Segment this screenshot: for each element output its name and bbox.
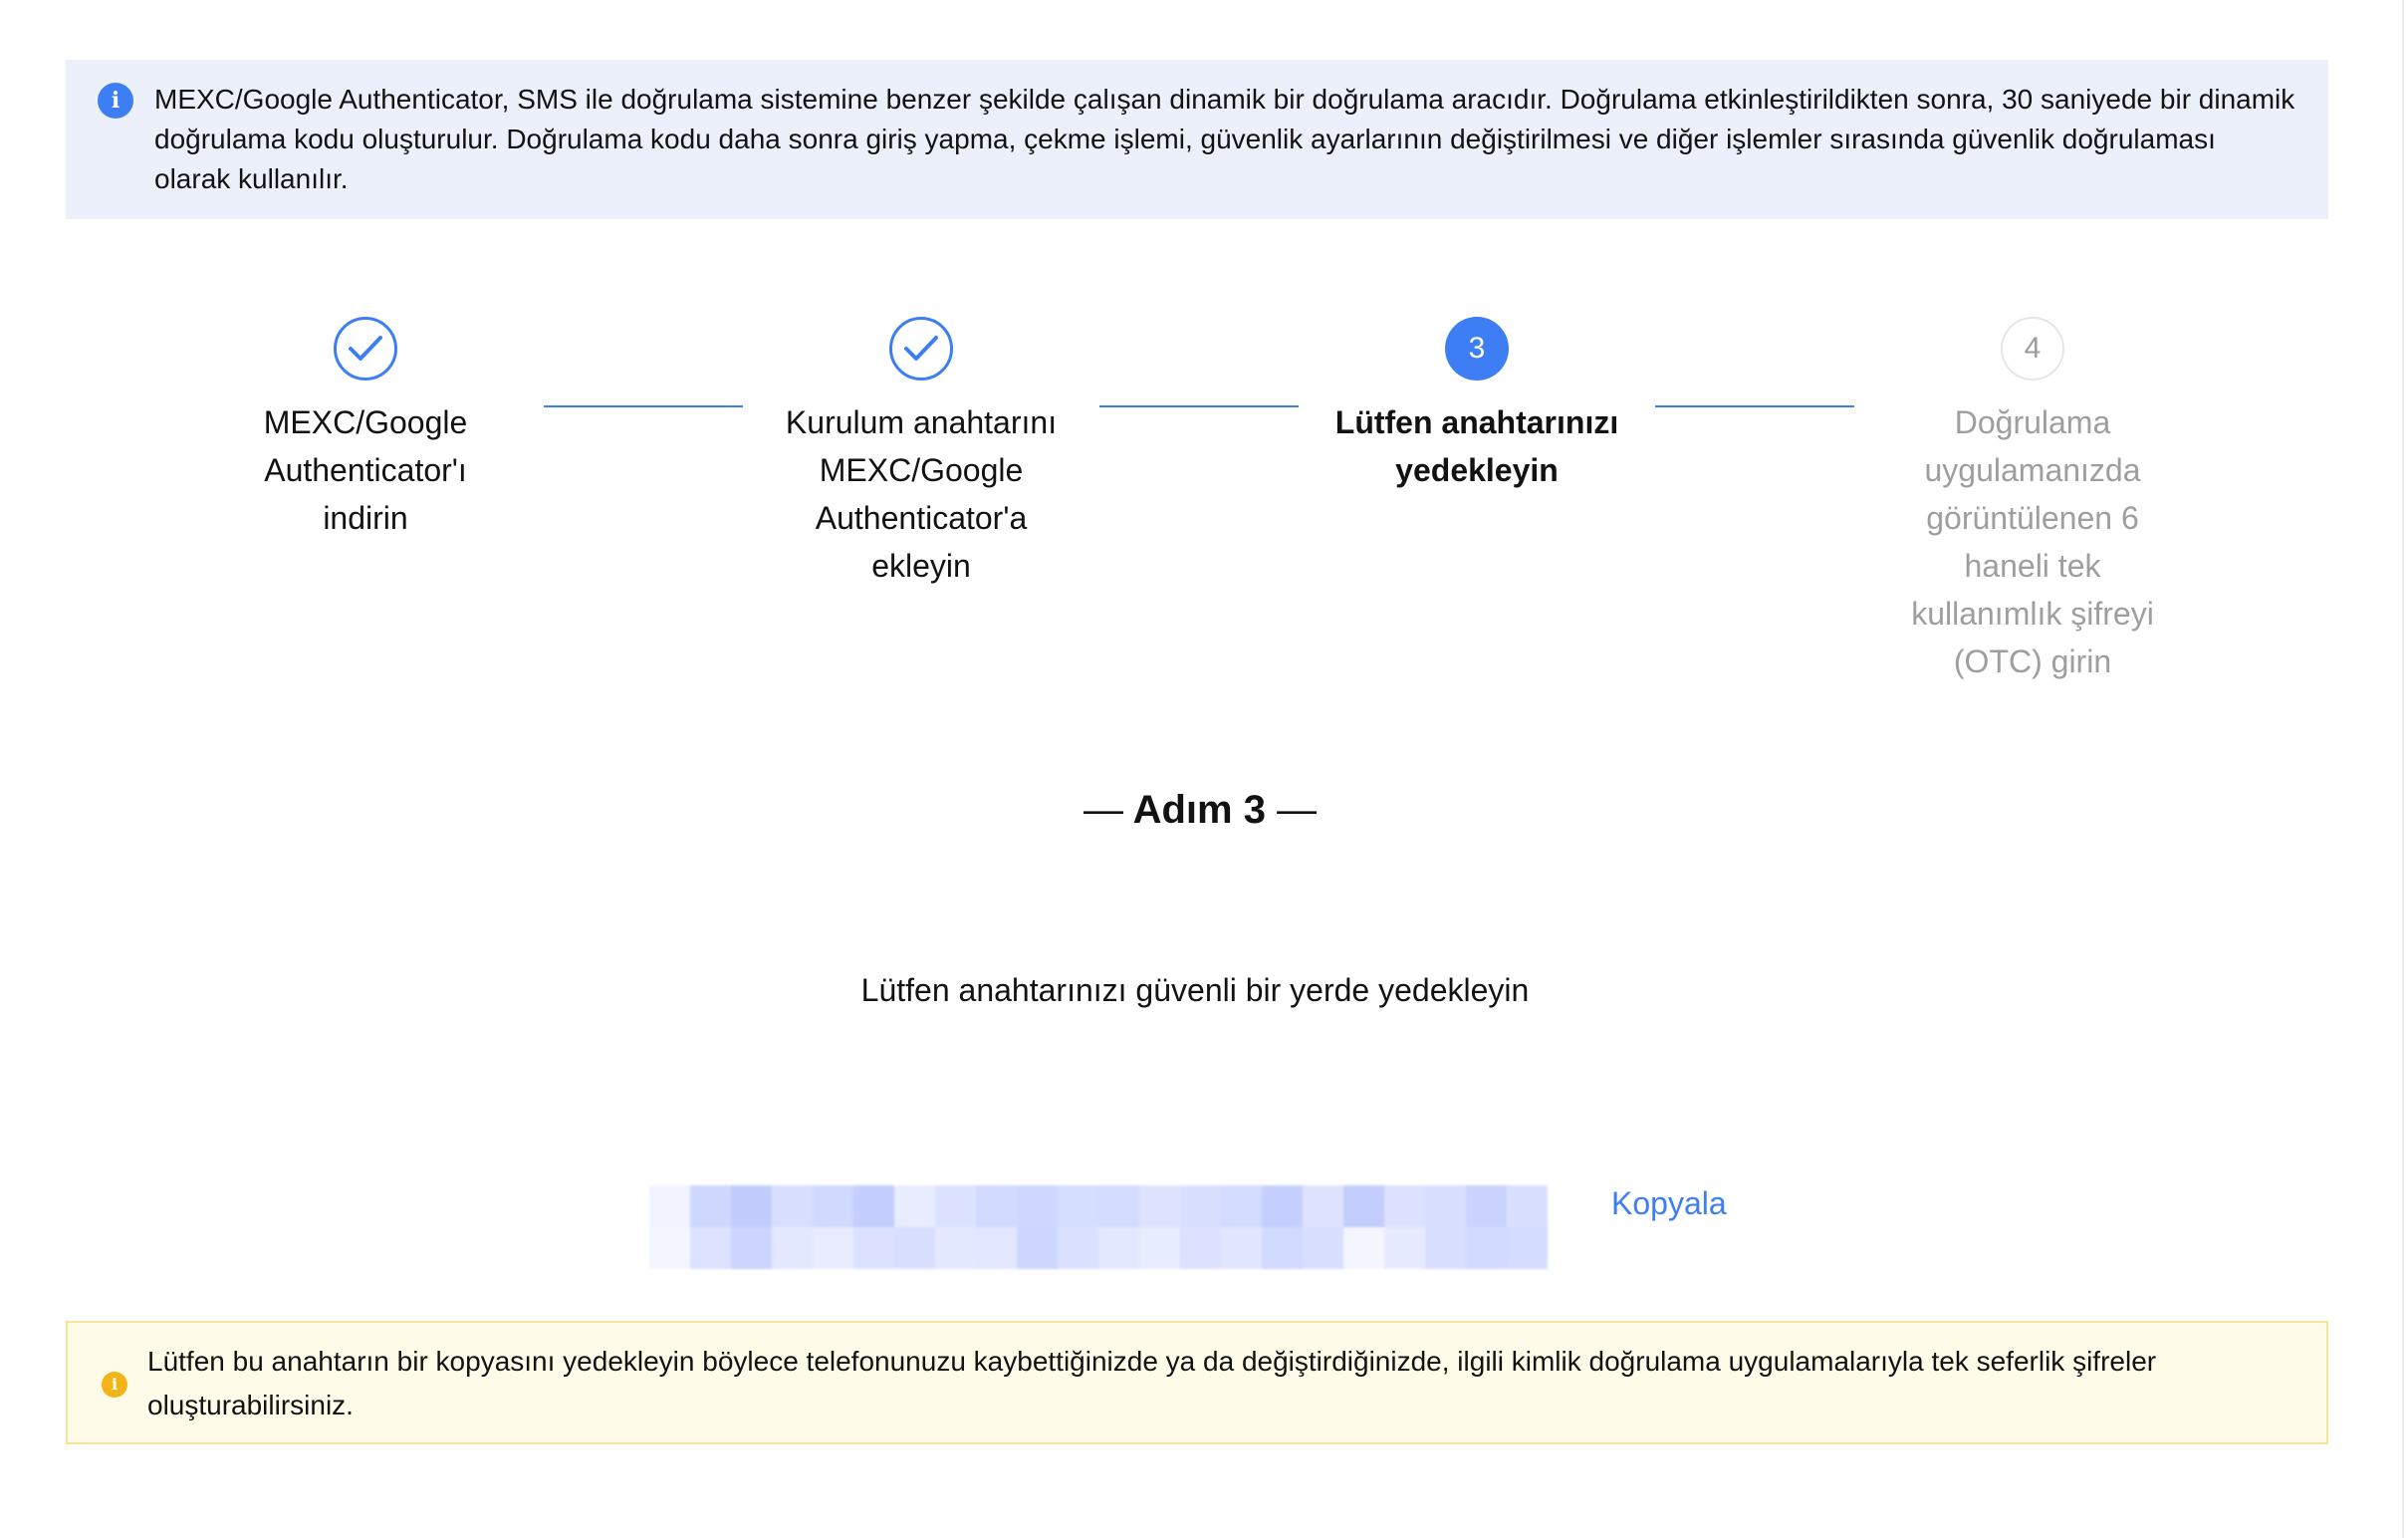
page-edge-divider (2402, 0, 2404, 1538)
warning-banner-text: Lütfen bu anahtarın bir kopyasını yedekleyin böylece telefonunuzu kaybettiğinizde ya da değiştirdiğinizde, ilgili kimlik doğrulama uygulamalarıyla tek seferlik şifreler oluşturabilirsiniz. (147, 1346, 2157, 1420)
step-1-check-icon (334, 317, 397, 381)
warning-icon: i (102, 1372, 127, 1398)
step-2-check-icon (889, 317, 953, 381)
step-3-number: 3 (1445, 317, 1509, 381)
step-4-label: Doğrulama uygulamanızda görüntülenen 6 haneli tek kullanımlık şifreyi (OTC) girin (1911, 404, 2154, 679)
step-connector-1 (544, 405, 743, 407)
step-3-label: Lütfen anahtarınızı yedekleyin (1334, 404, 1619, 488)
step-4-number: 4 (2001, 317, 2064, 381)
copy-key-button[interactable]: Kopyala (1611, 1185, 1727, 1221)
info-icon: i (98, 83, 133, 119)
step-title: Adım 3 (1132, 788, 1266, 832)
heading-dash-right: — (1277, 788, 1318, 832)
step-1-label: MEXC/Google Authenticator'ı indirin (263, 404, 468, 536)
heading-dash-left: — (1083, 788, 1123, 832)
step-heading (996, 782, 1404, 838)
backup-instruction: Lütfen anahtarınızı güvenli bir yerde yedekleyin (860, 972, 1530, 1008)
step-connector-2 (1099, 405, 1299, 407)
step-2-label: Kurulum anahtarını MEXC/Google Authenticator'a ekleyin (785, 404, 1058, 584)
info-banner-text: MEXC/Google Authenticator, SMS ile doğrulama sistemine benzer şekilde çalışan dinamik bir doğrulama aracıdır. Doğrulama etkinleştirildikten sonra, 30 saniyede bir dinamik doğrulama kodu oluşturulur. Doğrulama kodu daha sonra giriş yapma, çekme işlemi, güvenlik ayarlarının değiştirilmesi ve diğer işlemler sırasında güvenlik doğrulaması olarak kullanılır. (154, 84, 2295, 194)
step-connector-3 (1655, 405, 1854, 407)
setup-key-field (649, 1185, 1548, 1269)
